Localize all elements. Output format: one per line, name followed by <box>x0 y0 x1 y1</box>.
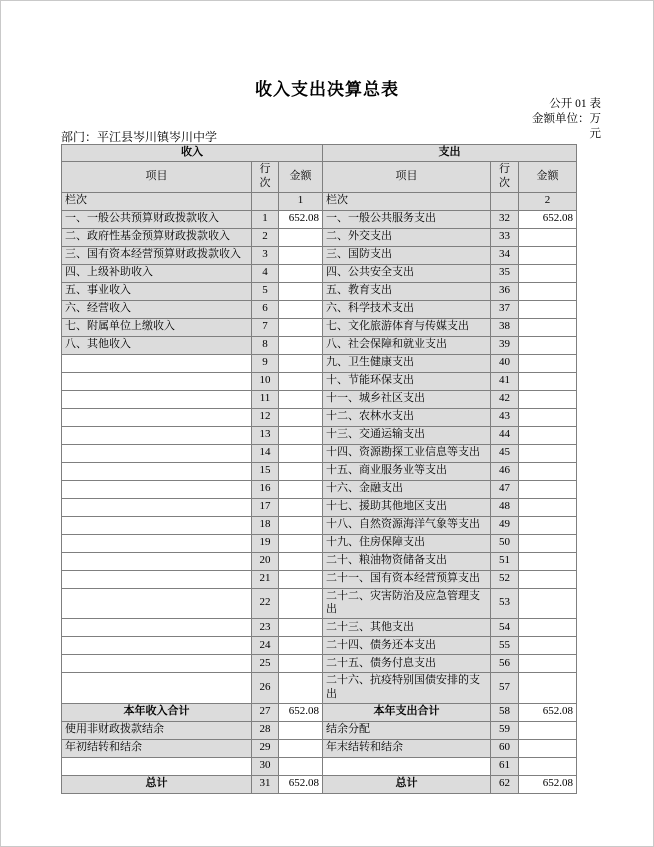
expense-amount-cell <box>519 619 577 637</box>
income-line-cell: 7 <box>252 318 279 336</box>
expense-line-cell: 42 <box>491 390 519 408</box>
table-row <box>62 480 577 498</box>
table-row <box>62 516 577 534</box>
expense-line-cell: 47 <box>491 480 519 498</box>
table-row <box>62 228 577 246</box>
income-item-cell <box>62 552 252 570</box>
income-amount-cell <box>279 462 323 480</box>
income-line-cell: 11 <box>252 390 279 408</box>
income-item-cell <box>62 673 252 704</box>
income-line-cell: 15 <box>252 462 279 480</box>
expense-amount-cell <box>519 570 577 588</box>
income-line-cell: 14 <box>252 444 279 462</box>
expense-item-cell: 二十五、债务付息支出 <box>323 655 491 673</box>
expense-amount-cell <box>519 282 577 300</box>
table-row <box>62 534 577 552</box>
income-item-cell <box>62 390 252 408</box>
income-line-cell: 22 <box>252 588 279 619</box>
income-amount-cell <box>279 282 323 300</box>
expense-line-cell: 37 <box>491 300 519 318</box>
income-amount-cell <box>279 552 323 570</box>
expense-amount-cell <box>519 655 577 673</box>
expense-item-cell: 总计 <box>323 775 491 793</box>
expense-item-column-header: 项目 <box>323 162 491 193</box>
expense-line-cell: 44 <box>491 426 519 444</box>
income-line-cell: 28 <box>252 721 279 739</box>
income-line-cell: 20 <box>252 552 279 570</box>
table-row <box>62 462 577 480</box>
expense-amount-cell <box>519 637 577 655</box>
income-amount-cell <box>279 264 323 282</box>
expense-item-cell: 十、节能环保支出 <box>323 372 491 390</box>
income-line-cell: 30 <box>252 757 279 775</box>
expense-item-cell: 十一、城乡社区支出 <box>323 390 491 408</box>
income-item-cell <box>62 588 252 619</box>
column-header-row <box>62 162 577 193</box>
income-item-cell: 二、政府性基金预算财政拨款收入 <box>62 228 252 246</box>
expense-amount-cell <box>519 534 577 552</box>
income-amount-cell <box>279 426 323 444</box>
expense-line-cell: 41 <box>491 372 519 390</box>
expense-item-cell: 二、外交支出 <box>323 228 491 246</box>
income-item-cell <box>62 637 252 655</box>
expense-item-cell: 十四、资源勘探工业信息等支出 <box>323 444 491 462</box>
expense-item-cell: 二十一、国有资本经营预算支出 <box>323 570 491 588</box>
expense-line-cell: 62 <box>491 775 519 793</box>
expense-line-cell: 49 <box>491 516 519 534</box>
expense-amount-cell <box>519 336 577 354</box>
income-amount-cell <box>279 390 323 408</box>
income-amount-cell <box>279 498 323 516</box>
income-item-cell: 年初结转和结余 <box>62 739 252 757</box>
income-line-cell: 6 <box>252 300 279 318</box>
income-line-cell: 26 <box>252 673 279 704</box>
expense-item-cell: 二十六、抗疫特别国债安排的支出 <box>323 673 491 704</box>
table-row <box>62 426 577 444</box>
expense-line-cell: 33 <box>491 228 519 246</box>
income-item-cell <box>62 516 252 534</box>
expense-item-cell: 二十四、债务还本支出 <box>323 637 491 655</box>
expense-amount-cell <box>519 390 577 408</box>
expense-amount-cell <box>519 444 577 462</box>
expense-line-cell: 34 <box>491 246 519 264</box>
table-row <box>62 498 577 516</box>
expense-amount-cell <box>519 516 577 534</box>
income-line-cell: 3 <box>252 246 279 264</box>
income-item-cell: 本年收入合计 <box>62 703 252 721</box>
expense-amount-cell <box>519 480 577 498</box>
expense-amount-cell <box>519 300 577 318</box>
income-item-cell: 四、上级补助收入 <box>62 264 252 282</box>
income-item-cell <box>62 570 252 588</box>
department-label: 部门：平江县岑川镇岑川中学 <box>61 130 218 144</box>
table-row <box>62 354 577 372</box>
income-amount-cell <box>279 721 323 739</box>
expense-line-cell: 35 <box>491 264 519 282</box>
expense-amount-cell <box>519 462 577 480</box>
expense-amount-cell <box>519 552 577 570</box>
income-item-cell <box>62 354 252 372</box>
income-amount-cell <box>279 588 323 619</box>
expense-item-cell: 本年支出合计 <box>323 703 491 721</box>
expense-lanci-label: 栏次 <box>323 192 491 210</box>
income-line-cell: 5 <box>252 282 279 300</box>
expense-line-cell: 46 <box>491 462 519 480</box>
income-amount-cell <box>279 655 323 673</box>
table-row <box>62 703 577 721</box>
income-line-cell: 12 <box>252 408 279 426</box>
expense-item-cell: 五、教育支出 <box>323 282 491 300</box>
income-item-cell: 六、经营收入 <box>62 300 252 318</box>
table-row <box>62 408 577 426</box>
table-row <box>62 570 577 588</box>
expense-item-cell: 七、文化旅游体育与传媒支出 <box>323 318 491 336</box>
expense-item-cell: 三、国防支出 <box>323 246 491 264</box>
expense-line-cell: 38 <box>491 318 519 336</box>
expense-line-cell: 54 <box>491 619 519 637</box>
income-line-cell: 29 <box>252 739 279 757</box>
income-amount-cell <box>279 408 323 426</box>
income-item-cell: 五、事业收入 <box>62 282 252 300</box>
table-row <box>62 372 577 390</box>
income-item-cell: 总计 <box>62 775 252 793</box>
expense-line-column-header: 行次 <box>491 162 519 193</box>
expense-item-cell: 十三、交通运输支出 <box>323 426 491 444</box>
income-amount-cell: 652.08 <box>279 775 323 793</box>
expense-line-cell: 32 <box>491 210 519 228</box>
income-column-number: 1 <box>279 192 323 210</box>
income-amount-cell <box>279 757 323 775</box>
expense-line-cell: 36 <box>491 282 519 300</box>
table-code-label: 公开 01 表 <box>549 98 601 110</box>
expense-line-cell: 40 <box>491 354 519 372</box>
expense-amount-cell <box>519 757 577 775</box>
income-item-cell <box>62 480 252 498</box>
income-amount-cell <box>279 739 323 757</box>
income-item-cell <box>62 426 252 444</box>
income-amount-cell <box>279 673 323 704</box>
income-item-cell <box>62 444 252 462</box>
income-line-cell: 16 <box>252 480 279 498</box>
income-amount-cell <box>279 480 323 498</box>
expense-line-cell: 53 <box>491 588 519 619</box>
income-amount-cell: 652.08 <box>279 210 323 228</box>
expense-item-cell: 十七、援助其他地区支出 <box>323 498 491 516</box>
table-row <box>62 655 577 673</box>
income-item-cell: 三、国有资本经营预算财政拨款收入 <box>62 246 252 264</box>
expense-item-cell: 十五、商业服务业等支出 <box>323 462 491 480</box>
table-row <box>62 775 577 793</box>
income-item-cell <box>62 408 252 426</box>
expense-line-cell: 52 <box>491 570 519 588</box>
table-row <box>62 210 577 228</box>
income-item-cell: 一、一般公共预算财政拨款收入 <box>62 210 252 228</box>
income-line-cell: 23 <box>252 619 279 637</box>
expense-amount-cell <box>519 246 577 264</box>
income-line-cell: 24 <box>252 637 279 655</box>
table-row <box>62 739 577 757</box>
expense-amount-cell <box>519 318 577 336</box>
income-item-column-header: 项目 <box>62 162 252 193</box>
table-row <box>62 637 577 655</box>
expense-amount-cell <box>519 498 577 516</box>
income-line-cell: 17 <box>252 498 279 516</box>
income-line-cell: 1 <box>252 210 279 228</box>
expense-item-cell: 六、科学技术支出 <box>323 300 491 318</box>
expense-line-cell: 56 <box>491 655 519 673</box>
table-row <box>62 444 577 462</box>
income-amount-cell <box>279 570 323 588</box>
expense-line-cell: 48 <box>491 498 519 516</box>
expense-item-cell: 一、一般公共服务支出 <box>323 210 491 228</box>
expense-lanci-spacer <box>491 192 519 210</box>
income-amount-cell <box>279 246 323 264</box>
expense-line-cell: 39 <box>491 336 519 354</box>
income-item-cell <box>62 619 252 637</box>
income-amount-cell <box>279 228 323 246</box>
page-title: 收入支出决算总表 <box>255 80 399 99</box>
income-line-cell: 2 <box>252 228 279 246</box>
expense-amount-cell <box>519 588 577 619</box>
expense-amount-cell: 652.08 <box>519 210 577 228</box>
amount-unit-label: 金额单位：万元 <box>532 112 601 140</box>
income-amount-cell <box>279 336 323 354</box>
expense-amount-cell <box>519 408 577 426</box>
expense-line-cell: 51 <box>491 552 519 570</box>
table-row <box>62 721 577 739</box>
income-amount-cell <box>279 444 323 462</box>
income-line-cell: 13 <box>252 426 279 444</box>
income-item-cell: 八、其他收入 <box>62 336 252 354</box>
expense-item-cell: 十九、住房保障支出 <box>323 534 491 552</box>
income-line-cell: 18 <box>252 516 279 534</box>
expense-amount-cell <box>519 372 577 390</box>
income-amount-cell <box>279 318 323 336</box>
table-row <box>62 673 577 704</box>
income-amount-cell <box>279 619 323 637</box>
income-line-cell: 10 <box>252 372 279 390</box>
table-row <box>62 552 577 570</box>
income-amount-cell <box>279 300 323 318</box>
income-line-cell: 31 <box>252 775 279 793</box>
expense-amount-cell <box>519 721 577 739</box>
income-line-cell: 9 <box>252 354 279 372</box>
expense-item-cell: 二十三、其他支出 <box>323 619 491 637</box>
section-header-row <box>62 145 577 162</box>
expense-item-cell <box>323 757 491 775</box>
table-row <box>62 588 577 619</box>
income-lanci-label: 栏次 <box>62 192 252 210</box>
expense-item-cell: 二十、粮油物资储备支出 <box>323 552 491 570</box>
expense-item-cell: 八、社会保障和就业支出 <box>323 336 491 354</box>
income-item-cell: 七、附属单位上缴收入 <box>62 318 252 336</box>
expense-column-number: 2 <box>519 192 577 210</box>
income-amount-cell: 652.08 <box>279 703 323 721</box>
income-item-cell <box>62 462 252 480</box>
expense-amount-cell <box>519 354 577 372</box>
expense-item-cell: 十八、自然资源海洋气象等支出 <box>323 516 491 534</box>
budget-summary-table <box>61 144 577 794</box>
table-row <box>62 390 577 408</box>
expense-amount-cell: 652.08 <box>519 775 577 793</box>
income-lanci-spacer <box>252 192 279 210</box>
expense-amount-column-header: 金额 <box>519 162 577 193</box>
income-line-cell: 8 <box>252 336 279 354</box>
expense-item-cell: 二十二、灾害防治及应急管理支出 <box>323 588 491 619</box>
income-amount-column-header: 金额 <box>279 162 323 193</box>
income-item-cell: 使用非财政拨款结余 <box>62 721 252 739</box>
expense-line-cell: 61 <box>491 757 519 775</box>
expense-amount-cell <box>519 673 577 704</box>
expense-amount-cell <box>519 426 577 444</box>
table-row <box>62 282 577 300</box>
column-index-row <box>62 192 577 210</box>
expense-item-cell: 四、公共安全支出 <box>323 264 491 282</box>
expense-item-cell: 十二、农林水支出 <box>323 408 491 426</box>
page-meta <box>525 97 601 142</box>
income-line-cell: 19 <box>252 534 279 552</box>
income-item-cell <box>62 372 252 390</box>
income-amount-cell <box>279 372 323 390</box>
table-row <box>62 264 577 282</box>
income-item-cell <box>62 498 252 516</box>
expense-line-cell: 45 <box>491 444 519 462</box>
income-amount-cell <box>279 637 323 655</box>
expense-amount-cell <box>519 228 577 246</box>
income-line-cell: 4 <box>252 264 279 282</box>
income-line-cell: 27 <box>252 703 279 721</box>
expense-item-cell: 结余分配 <box>323 721 491 739</box>
income-item-cell <box>62 534 252 552</box>
expense-line-cell: 50 <box>491 534 519 552</box>
table-row <box>62 246 577 264</box>
expense-line-cell: 60 <box>491 739 519 757</box>
expense-line-cell: 55 <box>491 637 519 655</box>
expense-amount-cell <box>519 264 577 282</box>
income-item-cell <box>62 757 252 775</box>
income-amount-cell <box>279 354 323 372</box>
income-amount-cell <box>279 534 323 552</box>
expense-amount-cell: 652.08 <box>519 703 577 721</box>
income-line-cell: 25 <box>252 655 279 673</box>
income-amount-cell <box>279 516 323 534</box>
table-row <box>62 300 577 318</box>
income-item-cell <box>62 655 252 673</box>
income-line-cell: 21 <box>252 570 279 588</box>
expense-item-cell: 十六、金融支出 <box>323 480 491 498</box>
expense-line-cell: 58 <box>491 703 519 721</box>
income-line-column-header: 行次 <box>252 162 279 193</box>
income-section-header: 收入 <box>62 145 323 162</box>
table-row <box>62 336 577 354</box>
expense-line-cell: 57 <box>491 673 519 704</box>
table-row <box>62 318 577 336</box>
expense-line-cell: 59 <box>491 721 519 739</box>
expense-item-cell: 九、卫生健康支出 <box>323 354 491 372</box>
table-row <box>62 619 577 637</box>
expense-amount-cell <box>519 739 577 757</box>
table-row <box>62 757 577 775</box>
expense-item-cell: 年末结转和结余 <box>323 739 491 757</box>
expense-line-cell: 43 <box>491 408 519 426</box>
expense-section-header: 支出 <box>323 145 577 162</box>
